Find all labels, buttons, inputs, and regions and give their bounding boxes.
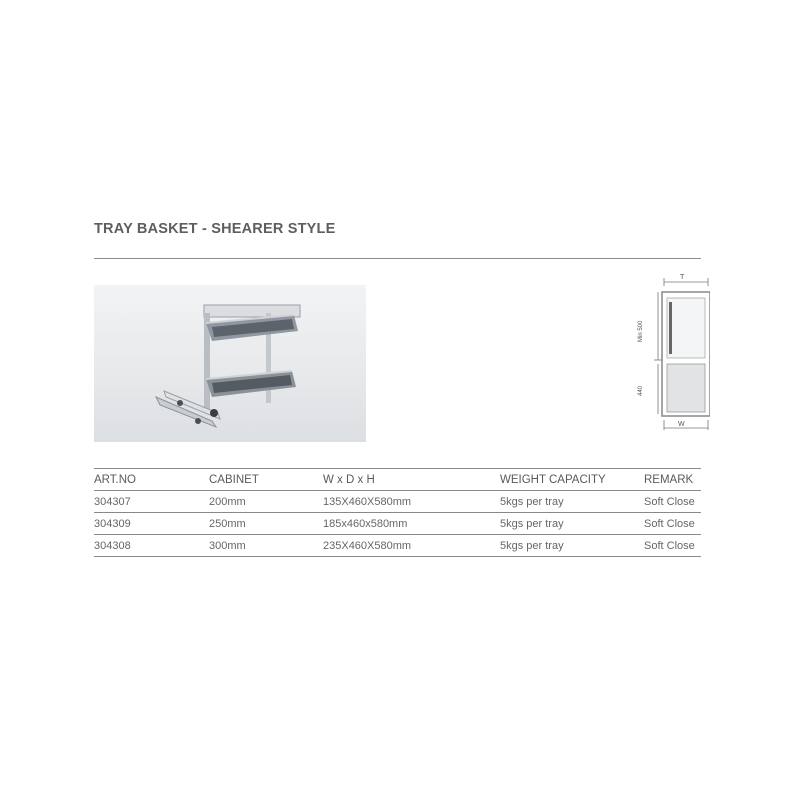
- upper-height-label: Min 500: [638, 320, 644, 342]
- header-remark: REMARK: [644, 473, 694, 486]
- header-dimensions: W x D x H: [323, 473, 375, 486]
- table-row: [94, 535, 701, 557]
- cell-dimensions: 185x460x580mm: [323, 517, 408, 530]
- cell-weight-capacity: 5kgs per tray: [500, 517, 564, 530]
- cell-remark: Soft Close: [644, 517, 695, 530]
- table-row: [94, 491, 701, 513]
- lower-height-label: 440: [638, 385, 644, 396]
- table-header-row: [94, 469, 701, 491]
- width-label: W: [678, 421, 685, 428]
- cell-cabinet: 250mm: [209, 517, 246, 530]
- cell-dimensions: 235X460X580mm: [323, 539, 412, 552]
- tray-basket-illustration: [94, 285, 366, 442]
- cell-remark: Soft Close: [644, 495, 695, 508]
- page-title: TRAY BASKET - SHEARER STYLE: [94, 221, 336, 237]
- spec-table: [94, 468, 701, 557]
- cell-art-no: 304309: [94, 517, 131, 530]
- cell-weight-capacity: 5kgs per tray: [500, 495, 564, 508]
- header-cabinet: CABINET: [209, 473, 259, 486]
- cell-dimensions: 135X460X580mm: [323, 495, 412, 508]
- cell-art-no: 304307: [94, 495, 131, 508]
- cell-weight-capacity: 5kgs per tray: [500, 539, 564, 552]
- cell-cabinet: 200mm: [209, 495, 246, 508]
- product-photo: [94, 285, 366, 442]
- top-dimension-label: T: [680, 274, 685, 281]
- cell-remark: Soft Close: [644, 539, 695, 552]
- cell-art-no: 304308: [94, 539, 131, 552]
- cell-cabinet: 300mm: [209, 539, 246, 552]
- dimension-diagram: [630, 268, 710, 438]
- header-weight-capacity: WEIGHT CAPACITY: [500, 473, 606, 486]
- table-row: [94, 513, 701, 535]
- title-divider: [94, 258, 701, 259]
- header-art-no: ART.NO: [94, 473, 136, 486]
